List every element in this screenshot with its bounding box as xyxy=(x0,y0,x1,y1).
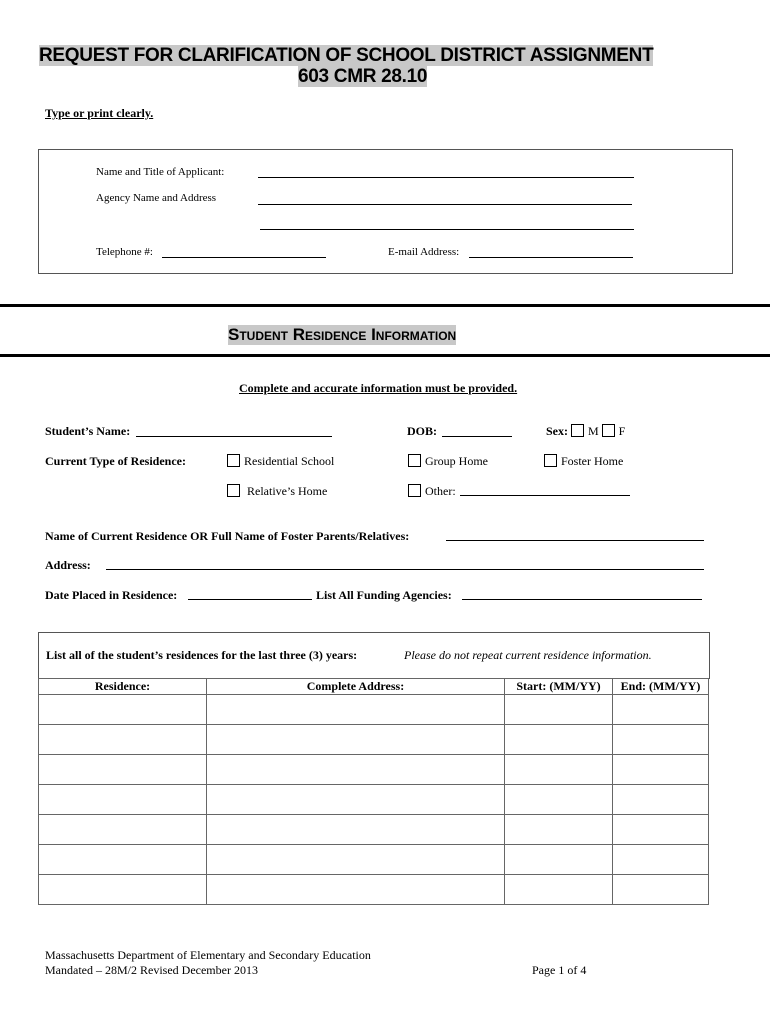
table-cell[interactable] xyxy=(39,695,207,725)
residence-history-table xyxy=(38,678,709,905)
footer-form: Mandated – 28M/2 Revised December 2013 xyxy=(45,963,258,977)
option-label: Group Home xyxy=(425,454,488,468)
table-row xyxy=(39,815,709,845)
dob-field[interactable] xyxy=(442,436,512,437)
sex-f-checkbox[interactable] xyxy=(602,424,615,437)
table-cell[interactable] xyxy=(207,845,505,875)
sex-label: Sex: xyxy=(546,424,568,438)
sex-group xyxy=(546,424,625,439)
other-field[interactable] xyxy=(460,495,630,496)
section-title: Student Residence Information xyxy=(228,325,457,344)
checkbox[interactable] xyxy=(227,484,240,497)
option-label: Residential School xyxy=(244,454,335,468)
table-cell[interactable] xyxy=(39,845,207,875)
option-label: Relative’s Home xyxy=(247,484,328,498)
table-cell[interactable] xyxy=(505,815,613,845)
table-cell[interactable] xyxy=(39,785,207,815)
sex-f-label: F xyxy=(618,424,626,438)
title-line2: 603 CMR 28.10 xyxy=(298,66,428,87)
email-label: E-mail Address: xyxy=(388,246,460,258)
table-cell[interactable] xyxy=(505,845,613,875)
agency-field-2[interactable] xyxy=(260,229,634,230)
option-relatives-home[interactable] xyxy=(227,484,327,499)
telephone-field[interactable] xyxy=(162,257,326,258)
checkbox[interactable] xyxy=(408,454,421,467)
divider-bottom xyxy=(0,354,770,357)
table-cell[interactable] xyxy=(613,875,709,905)
email-field[interactable] xyxy=(469,257,633,258)
table-cell[interactable] xyxy=(505,725,613,755)
option-label: Foster Home xyxy=(561,454,624,468)
option-label: Other: xyxy=(425,484,456,498)
sex-m-checkbox[interactable] xyxy=(571,424,584,437)
checkbox[interactable] xyxy=(408,484,421,497)
table-row xyxy=(39,695,709,725)
col-start: Start: (MM/YY) xyxy=(505,679,613,695)
table-cell[interactable] xyxy=(207,725,505,755)
checkbox[interactable] xyxy=(227,454,240,467)
divider-top xyxy=(0,304,770,307)
funding-label xyxy=(316,588,452,603)
option-residential-school[interactable] xyxy=(227,454,334,469)
instruction: Type or print clearly. xyxy=(45,106,154,120)
col-address: Complete Address: xyxy=(207,679,505,695)
col-residence: Residence: xyxy=(39,679,207,695)
table-cell[interactable] xyxy=(207,695,505,725)
table-cell[interactable] xyxy=(39,755,207,785)
table-cell[interactable] xyxy=(39,815,207,845)
name-title-field[interactable] xyxy=(258,177,634,178)
table-cell[interactable] xyxy=(505,875,613,905)
table-cell[interactable] xyxy=(505,695,613,725)
table-cell[interactable] xyxy=(613,785,709,815)
table-row xyxy=(39,725,709,755)
col-end: End: (MM/YY) xyxy=(613,679,709,695)
footer-page: Page 1 of 4 xyxy=(532,963,587,977)
telephone-label: Telephone #: xyxy=(96,246,153,258)
date-placed-label: Date Placed in Residence: xyxy=(45,588,178,602)
name-title-label: Name and Title of Applicant: xyxy=(96,166,225,178)
table-cell[interactable] xyxy=(207,755,505,785)
table-row xyxy=(39,845,709,875)
table-cell[interactable] xyxy=(613,815,709,845)
table-cell[interactable] xyxy=(613,845,709,875)
option-foster-home[interactable] xyxy=(544,454,623,469)
funding-field[interactable] xyxy=(462,599,702,600)
checkbox[interactable] xyxy=(544,454,557,467)
funding-label-text: List All Funding Agencies: xyxy=(316,588,452,602)
table-cell[interactable] xyxy=(613,725,709,755)
current-residence-label: Name of Current Residence OR Full Name of Foster Parents/Relatives: xyxy=(45,529,410,543)
address-field[interactable] xyxy=(106,569,704,570)
table-cell[interactable] xyxy=(207,875,505,905)
current-residence-field[interactable] xyxy=(446,540,704,541)
option-group-home[interactable] xyxy=(408,454,488,469)
history-note: Please do not repeat current residence information. xyxy=(404,648,652,662)
agency-label: Agency Name and Address xyxy=(96,192,217,204)
table-row xyxy=(39,755,709,785)
table-cell[interactable] xyxy=(207,785,505,815)
table-header xyxy=(39,679,709,695)
table-cell[interactable] xyxy=(39,725,207,755)
dob-label: DOB: xyxy=(407,424,437,438)
table-cell[interactable] xyxy=(505,755,613,785)
table-cell[interactable] xyxy=(613,695,709,725)
sex-m-label: M xyxy=(588,424,599,438)
address-label: Address: xyxy=(45,558,91,572)
history-prompt: List all of the student’s residences for the last three (3) years: xyxy=(46,648,358,662)
title-line1: REQUEST FOR CLARIFICATION OF SCHOOL DISTRICT ASSIGNMENT xyxy=(39,45,654,66)
residence-type-label: Current Type of Residence: xyxy=(45,454,186,468)
date-placed-field[interactable] xyxy=(188,599,312,600)
table-row xyxy=(39,875,709,905)
footer-dept: Massachusetts Department of Elementary and Secondary Education xyxy=(45,948,371,962)
table-cell[interactable] xyxy=(505,785,613,815)
option-other[interactable] xyxy=(408,484,456,499)
student-name-field[interactable] xyxy=(136,436,332,437)
table-cell[interactable] xyxy=(39,875,207,905)
table-cell[interactable] xyxy=(613,755,709,785)
agency-field-1[interactable] xyxy=(258,204,632,205)
notice: Complete and accurate information must be provided. xyxy=(239,381,518,395)
table-row xyxy=(39,785,709,815)
student-name-label: Student’s Name: xyxy=(45,424,131,438)
table-cell[interactable] xyxy=(207,815,505,845)
